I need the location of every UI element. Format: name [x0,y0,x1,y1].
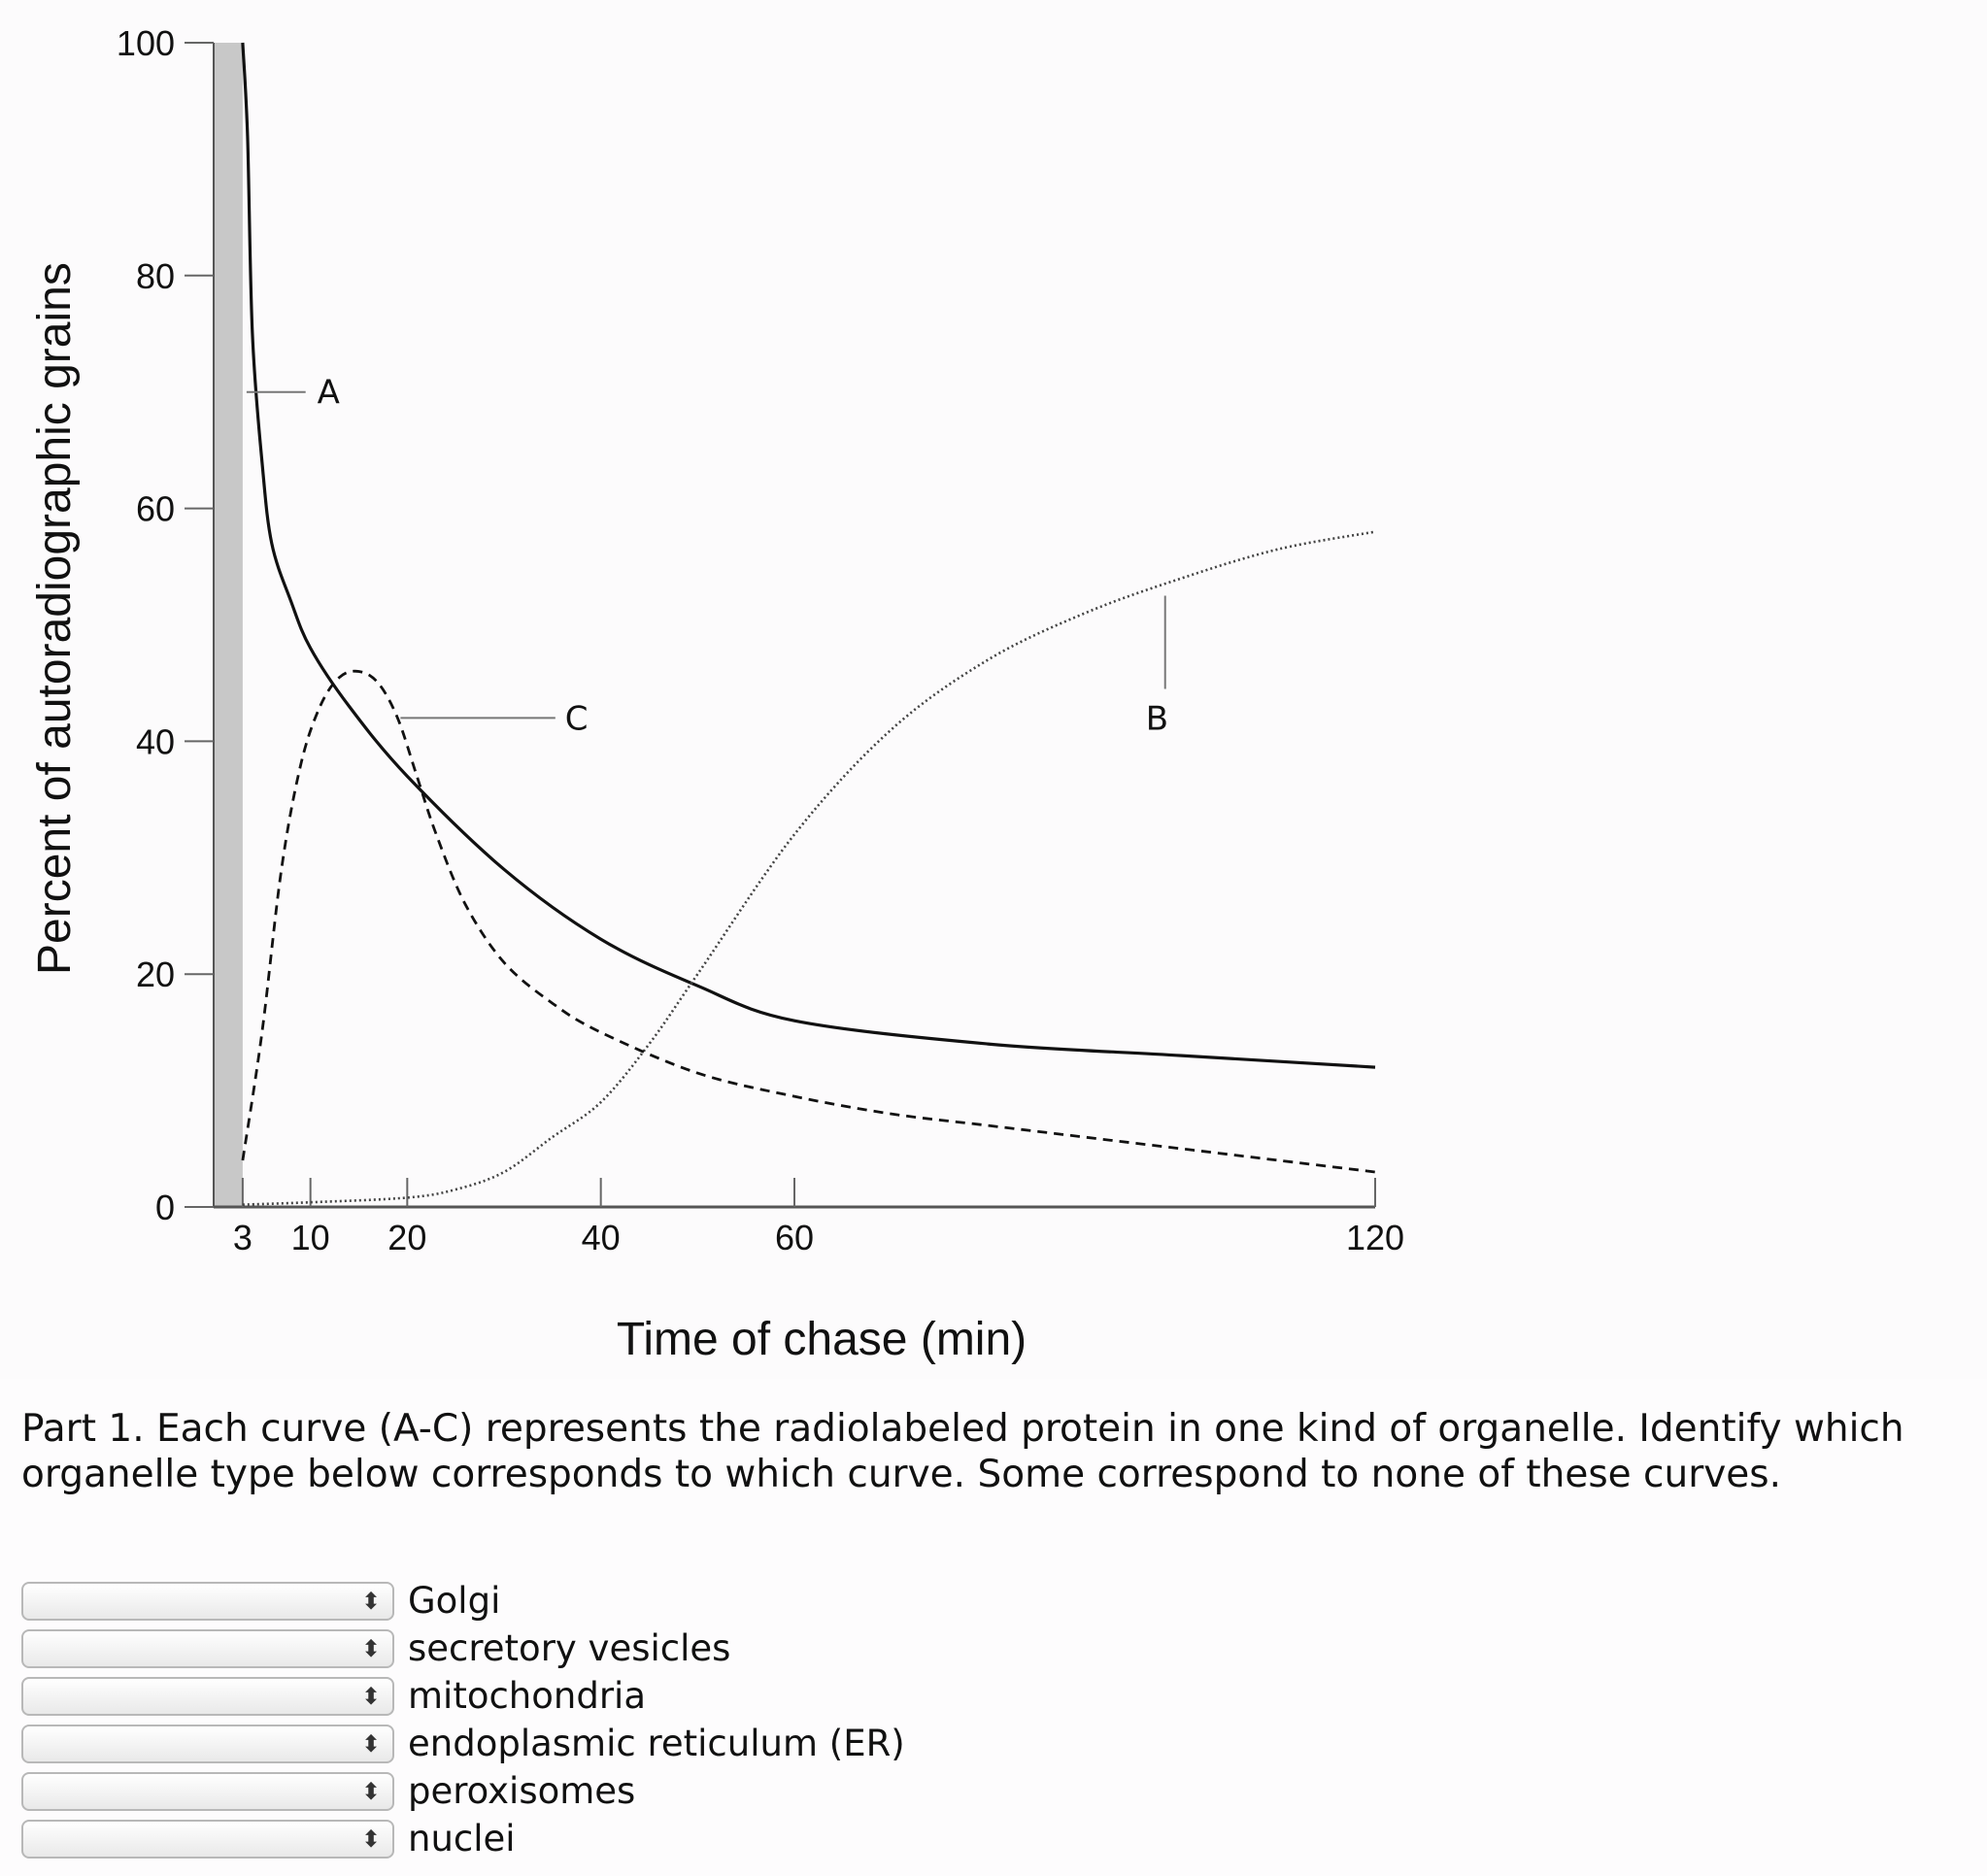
curves [243,43,1375,1205]
organelle-label: mitochondria [408,1675,646,1717]
annotation-label-A: A [317,373,340,413]
y-axis-title: Percent of autoradiographic grains [29,262,81,975]
answer-row [21,1625,1381,1672]
annotation-label-C: C [564,699,589,739]
organelle-label: nuclei [408,1818,516,1859]
answer-row [21,1815,1381,1862]
curve-select-dropdown[interactable] [21,1772,394,1811]
y-tick-label: 20 [135,955,175,995]
x-axis-title: Time of chase (min) [616,1314,1027,1365]
curve-select-dropdown[interactable] [21,1629,394,1668]
y-tick-label: 40 [135,721,175,762]
question-line-1: Part 1. Each curve (A-C) represents the radiolabeled protein in one kind of organelle. Identify which [21,1407,1904,1451]
annotations [247,374,1168,739]
curve-select-dropdown[interactable] [21,1582,394,1621]
curve-select-dropdown[interactable] [21,1677,394,1716]
answer-list [21,1577,1381,1862]
x-tick-label: 3 [232,1218,253,1257]
curve-select-dropdown[interactable] [21,1820,394,1859]
select-arrows-icon: ⬍ [360,1682,381,1710]
select-arrows-icon: ⬍ [360,1634,381,1662]
series-C-line [243,671,1375,1172]
organelle-label: peroxisomes [408,1770,636,1812]
answer-row [21,1720,1381,1767]
select-arrows-icon: ⬍ [360,1777,381,1805]
series-A-line [243,43,1375,1067]
y-tick-label: 60 [135,488,175,529]
organelle-label: secretory vesicles [408,1627,731,1669]
y-tick-label: 80 [135,255,175,296]
answer-row [21,1672,1381,1720]
select-arrows-icon: ⬍ [360,1729,381,1758]
answer-row [21,1577,1381,1625]
axes [117,23,1404,1257]
question-text [21,1406,1973,1497]
select-arrows-icon: ⬍ [360,1587,381,1615]
organelle-label: Golgi [408,1580,501,1622]
y-tick-label: 100 [116,23,175,63]
x-tick-label: 10 [290,1218,330,1257]
answer-row [21,1767,1381,1815]
select-arrows-icon: ⬍ [360,1825,381,1853]
question-line-2: organelle type below corresponds to which curve. Some correspond to none of these curves. [21,1453,1782,1496]
organelle-label: endoplasmic reticulum (ER) [408,1723,905,1764]
curve-select-dropdown[interactable] [21,1725,394,1763]
x-tick-label: 40 [581,1218,621,1257]
x-tick-label: 20 [387,1218,427,1257]
pulse-band [214,43,243,1207]
x-tick-label: 120 [1345,1218,1405,1257]
annotation-label-B: B [1145,699,1169,739]
x-tick-label: 60 [774,1218,815,1257]
series-B-line [243,532,1375,1205]
y-tick-label: 0 [154,1188,175,1227]
